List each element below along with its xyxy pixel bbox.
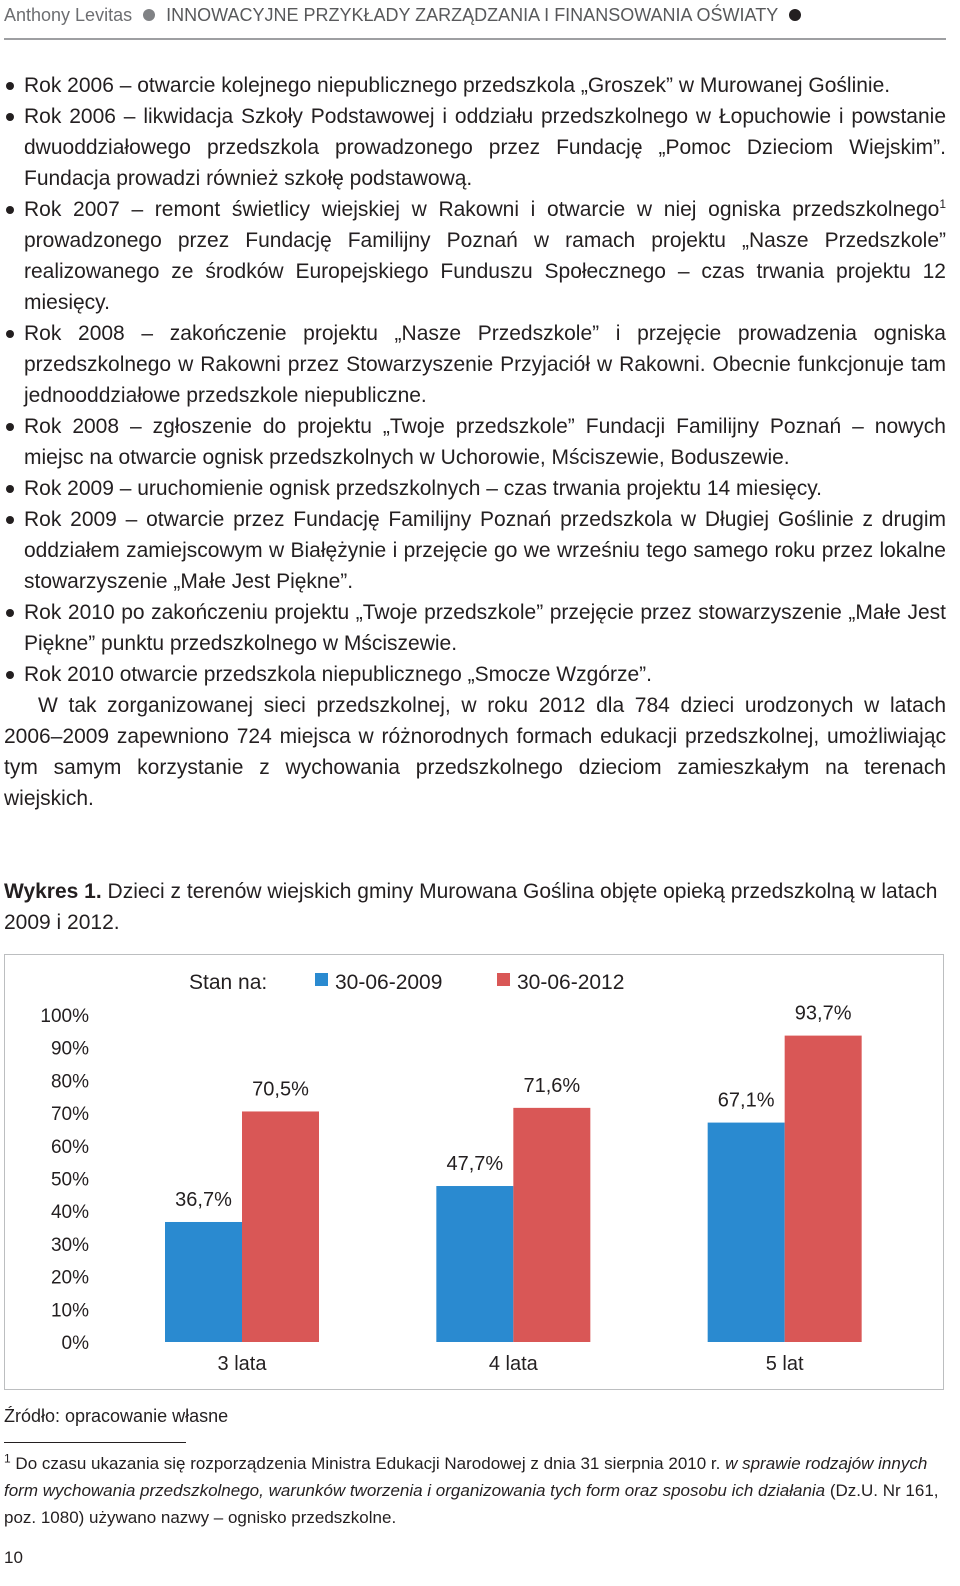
y-tick-label: 0% — [61, 1333, 89, 1354]
x-tick-label: 5 lat — [765, 1353, 804, 1375]
y-tick-label: 20% — [50, 1267, 89, 1289]
footnote-italic: w sprawie rodzajów innych form wychowania przedszkolnego, warunków tworzenia i organizowania tych form oraz sposobu ich działania — [4, 1454, 928, 1500]
page-number: 10 — [4, 1548, 23, 1567]
footnote-number: 1 — [4, 1451, 11, 1466]
figure-caption — [4, 876, 946, 938]
list-item: Rok 2009 – otwarcie przez Fundację Familijny Poznań przedszkola w Długiej Goślinie z drugim oddziałem zamiejscowym w Białężynie i przejęcie go we wrześniu tego samego roku przez lokalne stowarzyszenie „Małe Jest Piękne”. — [4, 504, 946, 597]
bar — [165, 1222, 242, 1342]
x-tick-label: 3 lata — [217, 1353, 267, 1375]
footnote-rule — [4, 1442, 186, 1443]
list-item-text: Rok 2007 – remont świetlicy wiejskiej w Rakowni i otwarcie w niej ogniska przedszkolnego — [24, 198, 940, 221]
footnote-text: Do czasu ukazania się rozporządzenia Ministra Edukacji Narodowej z dnia 31 sierpnia 2010 r. — [10, 1454, 726, 1473]
y-tick-label: 100% — [40, 1006, 89, 1027]
timeline-list — [4, 70, 946, 690]
legend-title: Stan na: — [189, 971, 268, 994]
legend-label: 30-06-2009 — [335, 971, 443, 994]
figure-label: Wykres 1. — [4, 880, 102, 903]
list-item: Rok 2008 – zgłoszenie do projektu „Twoje przedszkole” Fundacji Familijny Poznań – nowych miejsc na otwarcie ognisk przedszkolnych w Uchorowie, Mściszewie, Boduszewie. — [4, 411, 946, 473]
bar — [436, 1186, 513, 1342]
footnote — [4, 1450, 946, 1531]
legend-swatch — [497, 973, 510, 986]
list-item: Rok 2009 – uruchomienie ognisk przedszkolnych – czas trwania projektu 14 miesięcy. — [4, 473, 946, 504]
list-item: Rok 2008 – zakończenie projektu „Nasze Przedszkole” i przejęcie prowadzenia ogniska przedszkolnego w Rakowni przez Stowarzyszenie Przyjaciół w Rakowni. Obecnie funkcjonuje tam jednooddziałowe przedszkole niepubliczne. — [4, 318, 946, 411]
y-tick-label: 70% — [50, 1104, 89, 1126]
list-item — [4, 194, 946, 318]
bar-chart — [5, 955, 943, 1389]
header-title: INNOWACYJNE PRZYKŁADY ZARZĄDZANIA I FINANSOWANIA OŚWIATY — [166, 5, 778, 25]
list-item: Rok 2010 otwarcie przedszkola niepublicznego „Smocze Wzgórze”. — [4, 659, 946, 690]
header-author: Anthony Levitas — [4, 5, 133, 25]
running-head — [4, 2, 944, 32]
data-label: 47,7% — [446, 1153, 504, 1176]
bar — [242, 1111, 319, 1342]
footnote-ref[interactable]: 1 — [939, 197, 946, 211]
list-item: Rok 2010 po zakończeniu projektu „Twoje przedszkole” przejęcie przez stowarzyszenie „Małe Jest Piękne” punktu przedszkolnego w Mściszewie. — [4, 597, 946, 659]
data-label: 36,7% — [175, 1188, 232, 1211]
y-tick-label: 50% — [50, 1169, 89, 1191]
data-label: 67,1% — [717, 1089, 775, 1112]
data-label: 70,5% — [252, 1078, 309, 1101]
y-tick-label: 90% — [50, 1038, 89, 1060]
legend-label: 30-06-2012 — [517, 971, 625, 994]
bar — [513, 1108, 590, 1342]
summary-paragraph: W tak zorganizowanej sieci przedszkolnej, w roku 2012 dla 784 dzieci urodzonych w latach 2006–2009 zapewniono 724 miejsca w różnorodnych formach edukacji przedszkolnej, umożliwiając tym samym korzystanie z wychowania przedszkolnego dzieciom zamieszkałym na terenach wiejskich. — [4, 694, 946, 810]
y-tick-label: 10% — [50, 1300, 89, 1322]
list-item: Rok 2006 – likwidacja Szkoły Podstawowej i oddziału przedszkolnego w Łopuchowie i powstanie dwuoddziałowego przedszkola prowadzonego przez Fundację „Pomoc Dzieciom Wiejskim”. Fundacja prowadzi również szkołę podstawową. — [4, 101, 946, 194]
legend-swatch — [315, 973, 328, 986]
source-note: Źródło: opracowanie własne — [4, 1406, 229, 1426]
y-tick-label: 60% — [50, 1136, 89, 1158]
footnote-tail: (Dz.U. Nr 161, poz. 1080) używano nazwy – ognisko przedszkolne. — [4, 1481, 939, 1527]
body-text — [4, 70, 946, 814]
list-item: Rok 2006 – otwarcie kolejnego niepublicznego przedszkola „Groszek” w Murowanej Goślinie. — [4, 70, 946, 101]
data-label: 71,6% — [523, 1074, 581, 1097]
y-tick-label: 40% — [50, 1202, 89, 1224]
bullet-dot-icon — [143, 9, 155, 21]
y-tick-label: 30% — [50, 1234, 89, 1256]
data-label: 93,7% — [794, 1002, 852, 1025]
y-tick-label: 80% — [50, 1071, 89, 1093]
x-tick-label: 4 lata — [488, 1353, 538, 1375]
list-item-text: prowadzonego przez Fundację Familijny Poznań w ramach projektu „Nasze Przedszkole” realizowanego ze środków Europejskiego Funduszu Społecznego – czas trwania projektu 12 miesięcy. — [24, 229, 946, 314]
bar — [785, 1036, 862, 1342]
bullet-dot-icon — [789, 9, 801, 21]
bar — [708, 1123, 785, 1342]
chart-frame — [4, 954, 944, 1390]
header-rule — [4, 38, 946, 40]
figure-caption-text: Dzieci z terenów wiejskich gminy Murowana Goślina objęte opieką przedszkolną w latach 2009 i 2012. — [4, 880, 938, 934]
